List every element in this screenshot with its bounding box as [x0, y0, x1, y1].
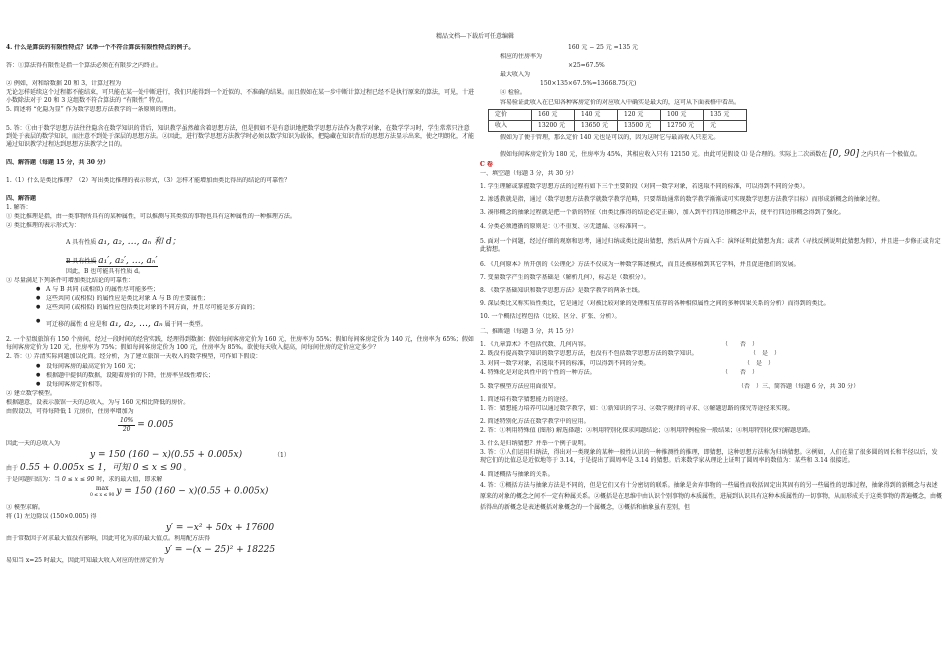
answer-4-3: 无论怎样延续这个过程都不能结束，可只能在某一处中断进行，我们只能得到一个近似的、不准确的结果。而且假如在某一步中断计算过程已经不是执行原来的算法，可见，十进小数除法对于 20 和 3 这组数不符合算法的 “有限性” 特点。	[6, 89, 475, 105]
table-cell: 13500 元	[618, 120, 661, 131]
section-judge: 二、推断题（每题 3 分，共 15 分）	[480, 328, 578, 336]
build-model: ② 建立数学模型。	[6, 389, 56, 397]
verify-label: ④ 检验。	[500, 89, 526, 97]
question-5: 5. 简述将 “化隐为显” 作为数学思想方法教学的一条原则的理由。	[6, 106, 180, 114]
reduce-pre: 于是问题归结为：当	[6, 475, 61, 483]
short-a3: 3. 答：①人们运用归纳法，得出对一类现象的某种一般性认识的一种推测性的推理，即猜想，这种思想方法称为归纳猜想。②例如，人们在量了很多圆的周长和半径以后，发现它们的比值总是近似地等于 3.14，于是提出了圆周率是 3.14 的猜想。后来数学家从理论上证明了圆周率的数值为：某些和 3.14 很接近。	[480, 449, 938, 465]
max-income-label: 最大收入为	[500, 71, 531, 79]
equation-3: y′ = −x² + 50x + 17600	[165, 522, 275, 533]
table-cell: 定价	[489, 109, 532, 120]
build-model-3: 由假设⑵，可得每降低 1 元房价，住房率增加为	[6, 408, 134, 416]
judge-2	[480, 350, 942, 358]
judge-5-answer: （否 ）三、简答题（每题 6 分，共 30 分）	[738, 382, 860, 390]
answer-5: 5. 答：①由于数学思想方法往往隐含在数学知识的背后，知识教学虽然蕴含着思想方法，但是假如不是有意识地把数学思想方法作为教学对象，在数学学习时，学生常常只注意到处于表层的数学知识，而注意不到处于深层的思想方法。②因此，进行数学思想方法教学时必须以数学知识为载体，把隐藏在知识背后的思想方法显示出来，使之明朗化，才能通过知识教学过程达到思想方法教学之目的。	[6, 124, 475, 148]
reduce-line	[6, 476, 474, 484]
fill-1: 1. 学生理解或掌握数学思想方法的过程有如下三个主要阶段（对同一数学对象，若选取不同的标准，可以得到不同的分类）。	[480, 183, 809, 191]
judge-4-text: 4. 特殊化是对论共性中的个性的一种方法。	[480, 368, 596, 376]
short-q2: 2. 简述特别化方法在数学教学中的应用。	[480, 418, 590, 426]
fraction-line	[6, 417, 474, 439]
table-cell: 13650 元	[575, 120, 618, 131]
short-a4: 4. 答：①概括方法与抽象方法是不同的，但是它们又有十分密切的联系。抽象是舍弃事物的一些属性而收括固定出其固有的另一些属性的思维过程，抽象得到的新概念与表述原来的对象的概念之间不一定有种属关系。②概括是在思维中由认识个别事物的本质属性，进展到认识具有这种本质属性的一切事物，从而形成关于这类事物的普遍概念，由概括得出的新概念是表述概括对象概念的一个属概念，③概括和抽象虽有差别，但	[480, 481, 943, 512]
form-a-has: A 具有性质	[66, 239, 97, 247]
judge-3-text: 3. 对同一数学对象，若选取不同的标准，可以得到不同的分类。	[480, 359, 650, 367]
condition-4-post: 属于同一类型。	[164, 321, 207, 329]
fill-9: 9. 深层类比又称实质性类比，它是通过（对被比较对象的处理相互依存的各种相似属性之间的多种因果关系的分析）而得到的类比。	[480, 300, 830, 308]
question-4: 4. 什么是算法的有限性特点？试举一个不符合算法有限性特点的例子。	[6, 44, 195, 51]
right-column	[480, 43, 942, 515]
max-subscript: 0 ≤ x ≤ 90	[90, 492, 115, 498]
judge-2-answer: （ 是 ）	[750, 350, 781, 358]
page-header: 精品文档---下载后可任意编辑	[435, 33, 515, 40]
question-2: 2. 一个星级旅馆有 150 个房间，经过一段时间的经营实践，经理得到数据：假如每间客房定价为 160 元，住房率为 55%；假如每间客房定价为 140 元，住房率为 65%；假如每间客房定价为 120 元，住房率为 75%；假如每间客房定价为 100 元，住房率为 85%。欲使每天收入提高，问每间住房的定价应定多少？	[6, 336, 474, 352]
judge-5-text: 5. 数学模型方法应用面很窄。	[480, 382, 560, 390]
question-4-1: 1.（1）什么是类比推理？（2）写出类比推理的表示形式，（3）怎样才能增加由类比得出的结论的可靠性？	[6, 176, 291, 184]
judge-3-answer: （ 是 ）	[744, 359, 775, 367]
condition-4-pre: 可迁移的属性 d 应是和	[46, 321, 108, 329]
section-4b-heading: 四、解答题	[6, 195, 37, 203]
judge-2-text: 2. 既没有提高数学知识的数学思想方法，也没有不包括数学思想方法的数学知识。	[480, 350, 698, 358]
table-cell: 元	[704, 120, 747, 131]
assumption-check	[480, 148, 942, 160]
condition-4	[6, 318, 474, 330]
equation-3-note: 由于常数因子对求最大值没有影响，因此可化为求的最大值点。利用配方法得	[6, 534, 211, 542]
form-b-line	[6, 255, 474, 267]
short-a1: 1. 答：猜想能力培养可以通过数学教学，如：①新知识的学习、②数学规律的寻求、③解题思路的探究等途径来实现。	[480, 404, 794, 412]
table-cell: 100 元	[661, 109, 704, 120]
constraint-line	[6, 462, 474, 474]
solve-model: ③ 模型求解。	[6, 503, 44, 511]
occupancy-label: 相应的住房率为	[500, 53, 543, 61]
left-column	[6, 43, 474, 566]
fraction-numerator: 10%	[118, 417, 135, 426]
condition-2: ● 这些共同 (或相似) 的属性应是类比对象 A 与 B 的主要属性；	[6, 295, 474, 303]
judge-1	[480, 341, 942, 349]
assumption-2: ● 根据题中提供的数据，设随着房价的下降，住房率呈线性增长；	[6, 372, 474, 380]
answer-1-form: ② 类比推理的表示形式为：	[6, 222, 80, 230]
answer-1-conditions: ③ 尽量满足下列条件可增加类比结论的可靠性：	[6, 276, 134, 284]
fill-4: 4. 分类必须遵循的原则是：①不重复、②无遗漏、③标准同一。	[480, 222, 650, 230]
short-q1: 1. 简述培有数学猜想能力的途径。	[480, 395, 572, 403]
max-income-calc: 150×135×67.5%=13668.75(元)	[540, 80, 637, 88]
judge-1-answer: （ 否 ）	[722, 341, 759, 349]
max-operator	[90, 485, 114, 499]
table-cell: 120 元	[618, 109, 661, 120]
paper-c-label: C 卷	[480, 161, 493, 169]
fill-5: 5. 面对一个问题，经过仔细的观察和思考，通过归纳或类比提出猜想，然后从两个方面入手：演绎证明此猜想为真；或者（寻找反例说明此猜想为假），并且进一步修正或肯定此猜想。	[480, 237, 941, 253]
equation-1-tag: （1）	[274, 452, 290, 460]
fill-7: 7. 变量数学产生的数学基础是（解析几何），标志是（数积分）。	[480, 273, 650, 281]
form-conclusion: 因此，B 也可能具有性质 d。	[66, 267, 145, 275]
build-model-2: 根据题意，设表示旅馆一天的总收入，为与 160 元相比降低的房价。	[6, 398, 190, 406]
final-note: 易知当 x=25 时最大，因此可知最大收入对应的住房定价为	[6, 557, 164, 565]
assumption-check-post: 之内只有一个极值点。	[861, 150, 922, 158]
condition-1: ● A 与 B 共同 (或相似) 的属性尽可能多些；	[6, 286, 474, 294]
fill-10: 10. 一个概括过程包括（比较、区分、扩张、分析）。	[480, 313, 621, 321]
short-a2: 2. 答：①利用特殊值 (图形) 解选择题；②利用特别化探求问题结论；③利用特例检验一般结果；④利用特别化探究解题思路。	[480, 427, 815, 435]
table-cell: 135 元	[704, 109, 747, 120]
occupancy-calc: ×25=67.5%	[568, 62, 605, 70]
constraint: 0.55 + 0.005x ≤ 1，可知 0 ≤ x ≤ 90	[19, 463, 182, 474]
answer-1-def: ① 类比推理是指，由一类事物所具有的某种属性，可以推测与其类似的事物也具有这种属性的一种推理方法。	[6, 213, 296, 221]
table-cell: 13200 元	[532, 120, 575, 131]
table-cell: 收入	[489, 120, 532, 131]
reduce-cond: 0 ≤ x ≤ 90	[61, 475, 95, 483]
table-row-price	[489, 109, 747, 120]
fill-6: 6. 《几何原本》所开创的《公理化》方法不仅成为一种数学陈述模式，而且还被移植到其它学科，并且促进他们的发展。	[480, 260, 800, 268]
judge-3	[480, 360, 942, 368]
fill-3: 3. 凑形概念的抽象过程就是把一个新的特征（由类比推得的结论必定正确），加入到平行四边形概念中去，使平行四边形概念得到了强化。	[480, 209, 845, 217]
judge-5	[480, 383, 942, 391]
verify-text: 容易验证此收入在已知各种客房定价的对应收入中确实是最大的，这可从下面表格中看出。	[500, 98, 741, 106]
judge-4	[480, 369, 942, 377]
section-fill: 一、填空题（每题 3 分，共 30 分）	[480, 170, 578, 178]
table-cell: 140 元	[575, 109, 618, 120]
solve-model-2: 将 (1) 左边除以 (150×0.005) 得	[6, 512, 97, 520]
short-q4: 4. 简述概括与抽象的关系。	[480, 470, 554, 478]
form-a-vars: a₁, a₂, …, aₙ 和 d；	[98, 237, 181, 248]
max-label: max	[95, 484, 109, 492]
price-calc: 160 元 − 25 元 =135 元	[568, 44, 639, 51]
answer-4-1: 答：①算法得有限性是指一个算法必须在有限步之内终止。	[6, 62, 163, 70]
constraint-pre: 由于	[6, 465, 19, 473]
assumption-1: ● 设每间客房的最高定价为 160 元；	[6, 363, 474, 371]
short-q3: 3. 什么是归纳猜想？并举一个例子说明。	[480, 440, 590, 448]
daily-income-label: 因此一天的总收入为	[6, 440, 61, 448]
fraction-value: = 0.005	[137, 420, 174, 431]
max-line	[6, 485, 474, 503]
answer-4-2: ② 例如，对和给数据 20 和 3，计算过程为	[6, 80, 122, 88]
reduce-post: 时，求的最大值，即求解	[96, 475, 163, 483]
table-cell: 12750 元	[661, 120, 704, 131]
form-b-has: B 具有性质	[66, 257, 97, 265]
form-b-vars: a₁′, a₂′, …, aₙ′	[98, 255, 158, 266]
equation-4: y′ = −(x − 25)² + 18225	[164, 545, 276, 556]
form-a-line	[6, 236, 474, 248]
fill-2: 2. 渗透教就是指，通过（数学思想方法教学就数学教学范畴，只要帮助通常的数学教学渐渐或可实现数学思想方法教学目标）而形成新概念的抽象过程。	[480, 196, 884, 204]
equation-1: y = 150 (160 − x)(0.55 + 0.005x)	[90, 450, 243, 461]
assumption-check-pre: 假如每间客房定价为 180 元，住房率为 45%，其相应收入只有 12150 元。由此可见假设 ⑴ 是合理的。实际上二次函数在	[500, 150, 828, 158]
constraint-post: 。	[183, 465, 190, 473]
assumption-3: ● 设每间客房定价相等。	[6, 381, 474, 389]
fill-8: 8. 《数学基础知识和数学思想方法》是数学教学的两条主线。	[480, 287, 644, 295]
judge-1-text: 1. 《九章算术》不包括代数、几何内容。	[480, 341, 590, 349]
table-row-income	[489, 120, 747, 131]
management-note: 假如为了便于管理，那么定价 140 元也是可以的，因为这时它与最高收入只差元。	[500, 133, 720, 141]
table-cell: 160 元	[532, 109, 575, 120]
condition-4-vars: a₁, a₂, …, aₙ	[109, 319, 163, 330]
fraction-denominator: 20	[122, 426, 131, 434]
equation-2: y = 150 (160 − x)(0.55 + 0.005x)	[116, 486, 269, 497]
answer-2: 2. 答：① 弄清实际问题加以化简。经分析，为了建立旅馆一天收入的数学模型，可作如下假设：	[6, 353, 262, 361]
answer-1-label: 1. 解答：	[6, 204, 32, 212]
rate-fraction	[118, 417, 135, 434]
interval: [0, 90]	[829, 148, 860, 159]
price-income-table	[488, 109, 747, 132]
condition-3: ● 这些共同 (或相似) 的属性应包括类比对象的不同方面，并且尽可能是多方面的；	[6, 304, 474, 312]
section-4-heading: 四、解答题（每题 15 分，共 30 分）	[6, 158, 110, 166]
judge-4-answer: （ 否 ）	[722, 368, 759, 376]
equation-1-line	[6, 449, 474, 461]
